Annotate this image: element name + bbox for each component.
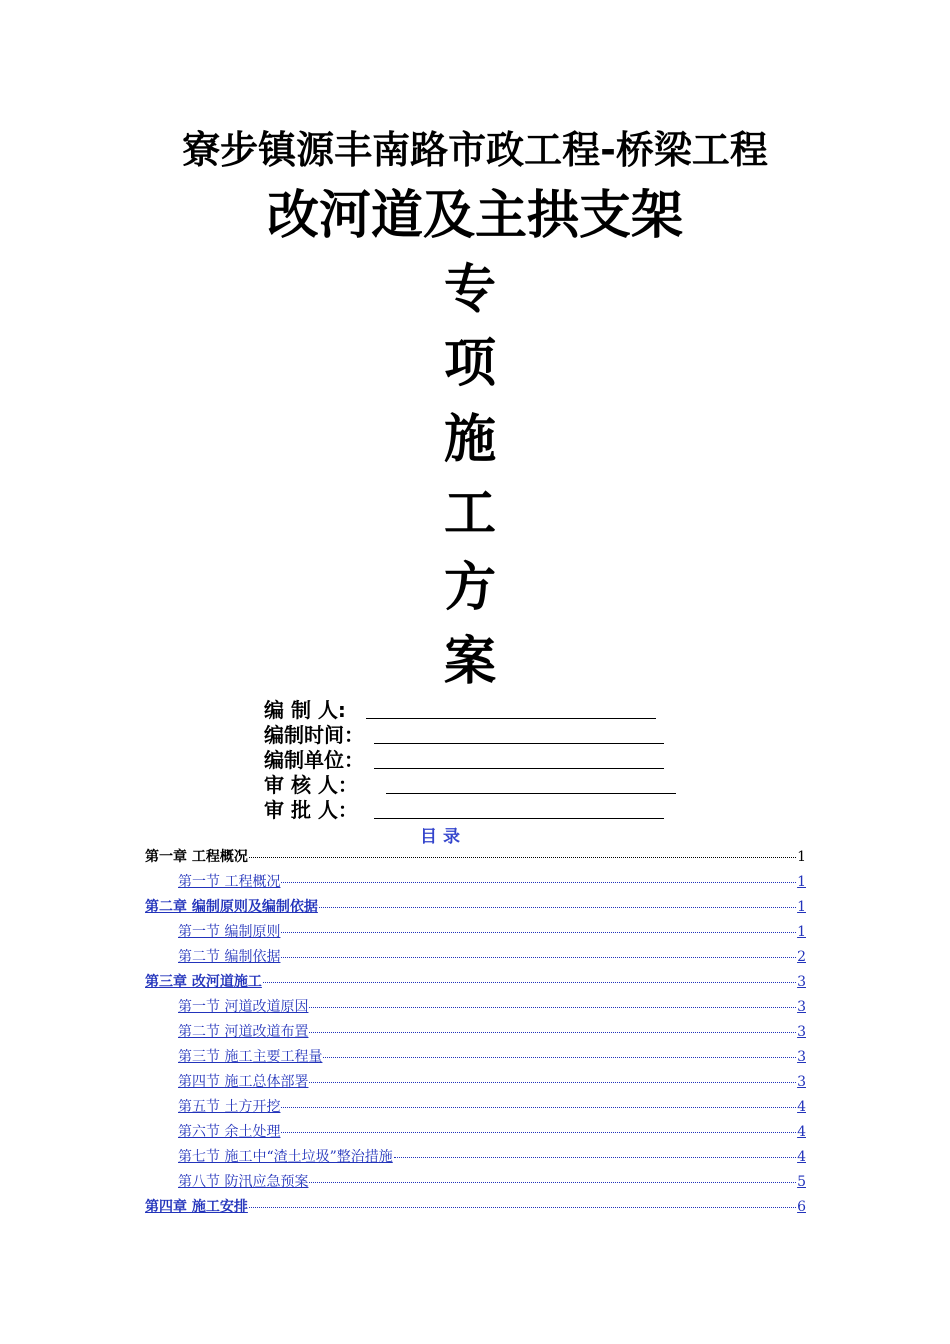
- toc-entry-text: 第一章 工程概况: [145, 849, 248, 865]
- toc-section-link[interactable]: [178, 1171, 806, 1193]
- toc-entry-text: 第三章 改河道施工: [145, 974, 262, 990]
- toc-entry-text: 第五节 土方开挖: [178, 1099, 281, 1115]
- toc-page-number: 4: [797, 1099, 806, 1115]
- toc-entry-text: 第四章 施工安排: [145, 1199, 248, 1215]
- vertical-title-char: 专: [443, 260, 496, 320]
- toc-section-link[interactable]: [178, 1096, 806, 1118]
- toc-page-number: 1: [797, 899, 806, 915]
- signature-row-unit: [264, 748, 694, 773]
- toc-dot-leader: [281, 1107, 796, 1108]
- toc-entry-text: 第八节 防汛应急预案: [178, 1174, 309, 1190]
- toc-page-number: 1: [797, 874, 806, 890]
- signature-label: 编制单位：: [264, 748, 364, 772]
- toc-chapter-link[interactable]: [145, 971, 806, 993]
- toc-page-number: 5: [797, 1174, 806, 1190]
- signature-row-date: [264, 723, 694, 748]
- vertical-title-char: 项: [443, 334, 496, 394]
- signature-block: [264, 698, 694, 823]
- signature-label: 编 制 人:: [264, 698, 346, 722]
- toc-page-number: 1: [797, 924, 806, 940]
- signature-blank-line: [374, 743, 664, 744]
- signature-row-approver: [264, 798, 694, 823]
- toc-section-link[interactable]: [178, 871, 806, 893]
- signature-label: 审 核 人：: [264, 773, 358, 797]
- toc-page-number: 1: [797, 849, 806, 865]
- toc-page-number: 6: [797, 1199, 806, 1215]
- toc-page-number: 3: [797, 1074, 806, 1090]
- toc-section-link[interactable]: [178, 1071, 806, 1093]
- toc-entry-text: 第二节 河道改道布置: [178, 1024, 309, 1040]
- toc-section-link[interactable]: [178, 1146, 806, 1168]
- toc-entry-text: 第一节 工程概况: [178, 874, 281, 890]
- toc-section-link[interactable]: [178, 921, 806, 943]
- toc-entry-text: 第三节 施工主要工程量: [178, 1049, 323, 1065]
- toc-dot-leader: [281, 957, 796, 958]
- toc-dot-leader: [281, 1132, 796, 1133]
- signature-label: 审 批 人：: [264, 798, 358, 822]
- toc-dot-leader: [249, 1207, 796, 1208]
- toc-section-link[interactable]: [178, 946, 806, 968]
- toc-page-number: 3: [797, 974, 806, 990]
- signature-blank-line: [374, 818, 664, 819]
- toc-entry-text: 第七节 施工中“渣土垃圾”整治措施: [178, 1149, 393, 1165]
- toc-page-number: 3: [797, 1024, 806, 1040]
- toc-entry-text: 第四节 施工总体部署: [178, 1074, 309, 1090]
- vertical-title-char: 施: [443, 410, 496, 470]
- toc-dot-leader: [263, 982, 796, 983]
- toc-entry-text: 第二节 编制依据: [178, 949, 281, 965]
- signature-blank-line: [366, 718, 656, 719]
- toc-page-number: 4: [797, 1149, 806, 1165]
- toc-page-number: 3: [797, 999, 806, 1015]
- toc-dot-leader: [281, 932, 796, 933]
- toc-chapter-link[interactable]: [145, 1196, 806, 1218]
- signature-blank-line: [386, 793, 676, 794]
- scheme-subject-title: 改河道及主拱支架: [266, 186, 683, 246]
- toc-dot-leader: [319, 907, 796, 908]
- vertical-title-char: 工: [443, 484, 496, 544]
- vertical-title-char: 方: [443, 558, 496, 618]
- toc-dot-leader: [309, 1007, 796, 1008]
- signature-row-reviewer: [264, 773, 694, 798]
- toc-entry-text: 第六节 余土处理: [178, 1124, 281, 1140]
- signature-blank-line: [374, 768, 664, 769]
- toc-page-number: 3: [797, 1049, 806, 1065]
- toc-dot-leader: [323, 1057, 796, 1058]
- toc-page-number: 2: [797, 949, 806, 965]
- toc-dot-leader: [281, 882, 796, 883]
- toc-dot-leader: [249, 857, 796, 858]
- toc-chapter-link[interactable]: [145, 896, 806, 918]
- toc-section-link[interactable]: [178, 1021, 806, 1043]
- project-title: 寮步镇源丰南路市政工程-桥梁工程: [182, 128, 768, 172]
- vertical-title-char: 案: [443, 632, 496, 692]
- toc-dot-leader: [394, 1157, 796, 1158]
- toc-section-link[interactable]: [178, 996, 806, 1018]
- signature-row-editor: [264, 698, 694, 723]
- toc-dot-leader: [309, 1182, 796, 1183]
- toc-heading: 目 录: [420, 827, 460, 847]
- toc-dot-leader: [309, 1082, 796, 1083]
- toc-section-link[interactable]: [178, 1121, 806, 1143]
- toc-section-link[interactable]: [178, 1046, 806, 1068]
- toc-page-number: 4: [797, 1124, 806, 1140]
- toc-entry-text: 第一节 编制原则: [178, 924, 281, 940]
- toc-entry-text: 第一节 河道改道原因: [178, 999, 309, 1015]
- toc-entry-text: 第二章 编制原则及编制依据: [145, 899, 318, 915]
- toc-chapter-link: [145, 846, 806, 868]
- signature-label: 编制时间：: [264, 723, 364, 747]
- toc-dot-leader: [309, 1032, 796, 1033]
